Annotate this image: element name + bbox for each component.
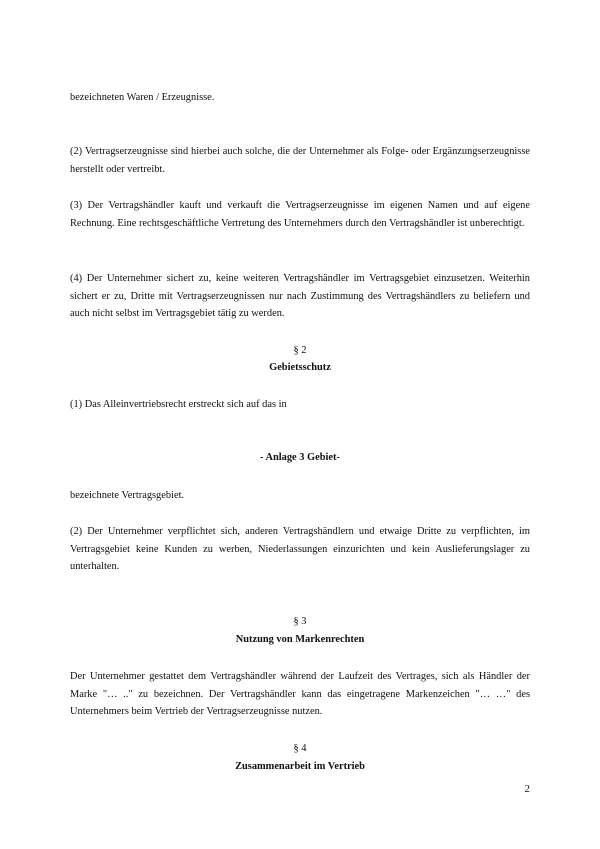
section-4-title: Zusammenarbeit im Vertrieb [235,761,365,772]
section-3-number: § 3 [293,616,307,627]
section-2-number: § 2 [293,345,307,356]
paragraph-1-3: (3) Der Vertragshändler kauft und verkauft die Vertragserzeugnisse im eigenen Namen und auf eigene Rechnung. Eine rechtsgeschäftliche Vertretung des Unternehmers durch den Vertragshändler ist unberechtigt. [70,200,530,229]
paragraph-1-2: (2) Vertragserzeugnisse sind hierbei auch solche, die der Unternehmer als Folge- oder Ergänzungserzeugnisse herstellt oder vertreibt. [70,146,530,175]
paragraph-3-1: Der Unternehmer gestattet dem Vertragshändler während der Laufzeit des Vertrages, sich als Händler der Marke "… .." zu bezeichnen. Der Vertragshändler kann das eingetragene Markenzeichen "… …" des Unternehmers beim Vertrieb der Vertragserzeugnisse nutzen. [70,671,530,717]
paragraph-2-2: (2) Der Unternehmer verpflichtet sich, anderen Vertragshändlern und etwaige Dritte zu verpflichten, im Vertragsgebiet keine Kunden zu werben, Niederlassungen einzurichten und kein Auslieferungslager zu unterhalten. [70,526,530,572]
section-3-title: Nutzung von Markenrechten [235,634,365,645]
paragraph-1-4: (4) Der Unternehmer sichert zu, keine weiteren Vertragshändler im Vertragsgebiet einzusetzen. Weiterhin sichert er zu, Dritte mit Vertragserzeugnissen nur nach Zustimmung des Vertragshändlers zu beliefern und auch nicht selbst im Vertragsgebiet tätig zu werden. [70,273,530,319]
section-2-title: Gebietsschutz [269,362,331,373]
section-4-number: § 4 [293,743,307,754]
page-number: 2 [524,783,530,795]
paragraph-2-1-continued: bezeichnete Vertragsgebiet. [70,490,185,501]
annex-reference: - Anlage 3 Gebiet- [260,452,340,463]
paragraph-continuation: bezeichneten Waren / Erzeugnisse. [70,92,215,103]
paragraph-2-1: (1) Das Alleinvertriebsrecht erstreckt sich auf das in [70,399,287,410]
